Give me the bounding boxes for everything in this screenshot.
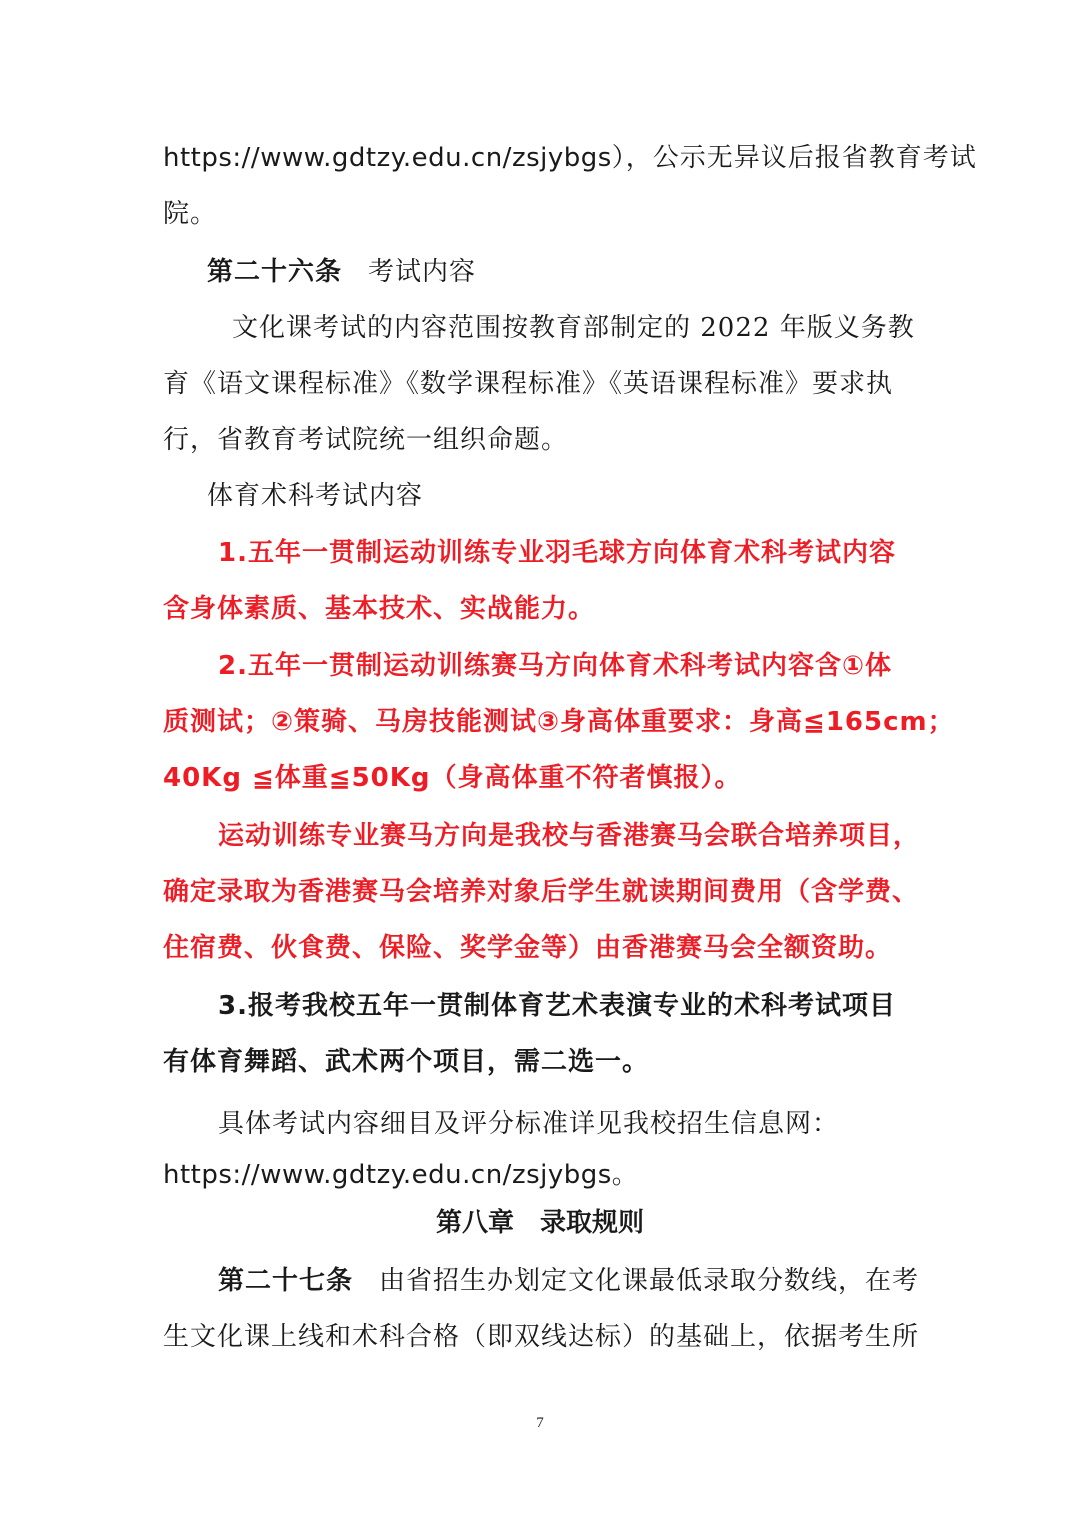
- article-heading: [0, 252, 1080, 292]
- chapter-heading: 第八章 录取规则: [435, 1208, 644, 1238]
- text-segment: 由省招生办划定文化课最低录取分数线，在考: [379, 1266, 920, 1296]
- text-segment: 质测试；②策骑、马房技能测试③身高体重要求：身高≦165cm；: [163, 707, 955, 737]
- text-line: [0, 928, 1080, 968]
- text-segment: 体育术科考试内容: [207, 481, 424, 511]
- text-segment: 3.报考我校五年一贯制体育艺术表演专业的术科考试项目: [218, 991, 896, 1021]
- text-line: [0, 194, 1080, 234]
- text-segment: 40Kg ≦体重≦50Kg（身高体重不符者慎报）。: [163, 763, 742, 793]
- page-number: 7: [536, 1415, 544, 1431]
- text-line: [0, 1317, 1080, 1357]
- text-segment: 1.五年一贯制运动训练专业羽毛球方向体育术科考试内容: [218, 538, 896, 568]
- text-line: [0, 1104, 1080, 1144]
- text-segment: 有体育舞蹈、武术两个项目，需二选一。: [163, 1047, 650, 1077]
- text-segment: 运动训练专业赛马方向是我校与香港赛马会联合培养项目，: [218, 821, 921, 851]
- article-subtitle: 考试内容: [368, 257, 477, 287]
- text-line: [0, 138, 1080, 178]
- text-line: [0, 308, 1080, 348]
- text-segment: 育《语文课程标准》《数学课程标准》《英语课程标准》要求执: [163, 369, 894, 399]
- text-line: [0, 646, 1080, 686]
- text-segment: 生文化课上线和术科合格（即双线达标）的基础上，依据考生所: [163, 1322, 920, 1352]
- url-link[interactable]: https://www.gdtzy.edu.cn/zsjybgs: [163, 143, 612, 173]
- text-line: [0, 364, 1080, 404]
- text-line: [0, 702, 1080, 742]
- article-title: 第二十六条: [207, 257, 343, 287]
- text-segment: 文化课考试的内容范围按教育部制定的 2022 年版义务教: [232, 313, 915, 343]
- text-line: [0, 420, 1080, 460]
- text-line: [0, 758, 1080, 798]
- text-segment: 住宿费、伙食费、保险、奖学金等）由香港赛马会全额资助。: [163, 933, 893, 963]
- text-segment: 院。: [163, 199, 218, 229]
- text-line: [0, 533, 1080, 573]
- text-line: [0, 1261, 1080, 1301]
- text-segment: ），公示无异议后报省教育考试: [611, 143, 977, 173]
- text-segment: 行，省教育考试院统一组织命题。: [163, 425, 569, 455]
- text-line: [0, 816, 1080, 856]
- text-line: [0, 476, 1080, 516]
- text-segment: 具体考试内容细目及评分标准详见我校招生信息网：: [218, 1109, 840, 1139]
- text-line: [0, 986, 1080, 1026]
- text-segment: 确定录取为香港赛马会培养对象后学生就读期间费用（含学费、: [163, 877, 920, 907]
- url-link[interactable]: https://www.gdtzy.edu.cn/zsjybgs。: [163, 1160, 639, 1190]
- text-line: [0, 872, 1080, 912]
- text-segment: 含身体素质、基本技术、实战能力。: [163, 594, 596, 624]
- text-line: [0, 1042, 1080, 1082]
- article-title: 第二十七条: [218, 1266, 354, 1296]
- text-line: [0, 589, 1080, 629]
- text-segment: 2.五年一贯制运动训练赛马方向体育术科考试内容含①体: [218, 651, 892, 681]
- text-line: [0, 1155, 1080, 1195]
